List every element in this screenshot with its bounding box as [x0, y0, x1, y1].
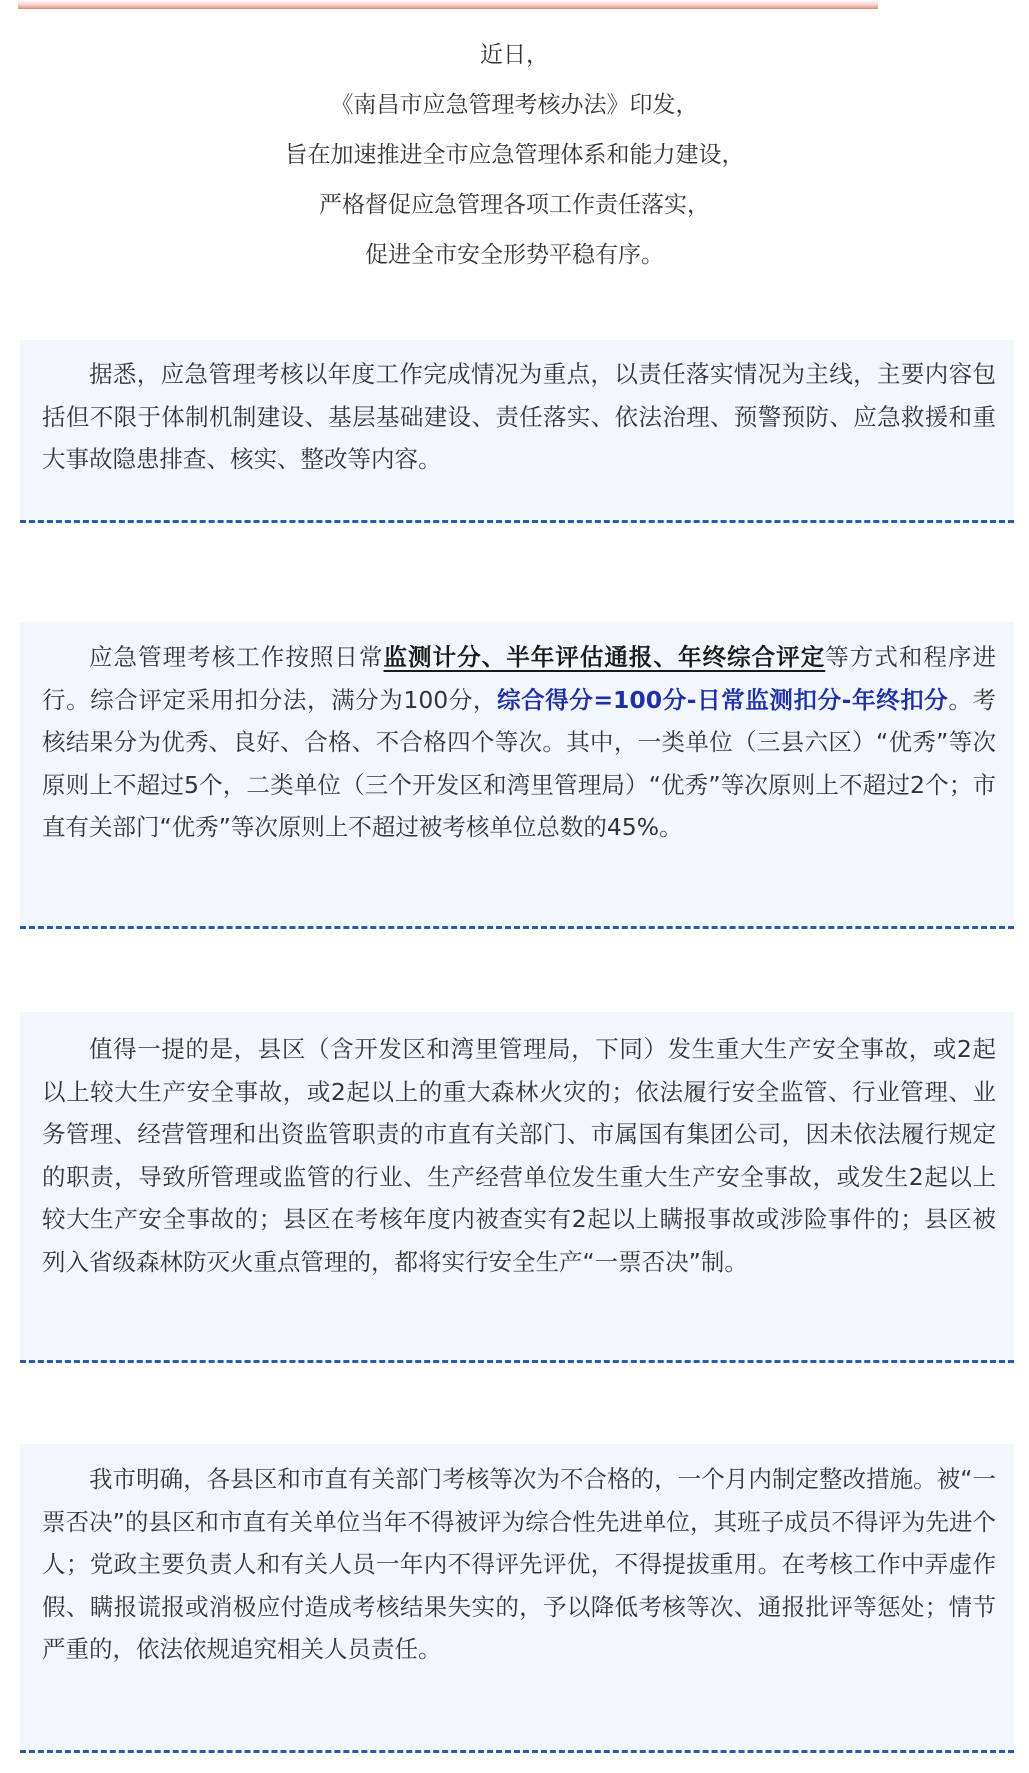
paragraph-penalty: 我市明确，各县区和市直有关部门考核等次为不合格的，一个月内制定整改措施。被“一票否决”的县区和市直有关单位当年不得被评为综合性先进单位，其班子成员不得评为先进个人；党政主要负责人和有关人员一年内不得评先评优，不得提拔重用。在考核工作中弄虚作假、瞒报谎报或消极应付造成考核结果失实的，予以降低考核等次、通报批评等惩处；情节严重的，依法依规追究相关人员责任。	[42, 1465, 996, 1663]
content-card-penalty	[20, 1444, 1014, 1753]
intro-line: 《南昌市应急管理考核办法》印发，	[330, 92, 699, 118]
intro-line: 近日，	[480, 42, 549, 68]
intro-block	[0, 30, 1029, 280]
scoring-method-highlight: 监测计分、半年评估通报、年终综合评定	[383, 643, 826, 671]
dashed-divider	[20, 926, 1014, 929]
paragraph-veto: 值得一提的是，县区（含开发区和湾里管理局，下同）发生重大生产安全事故，或2起以上较大生产安全事故，或2起以上的重大森林火灾的；依法履行安全监管、行业管理、业务管理、经营管理和出资监管职责的市直有关部门、市属国有集团公司，因未依法履行规定的职责，导致所管理或监管的行业、生产经营单位发生重大生产安全事故，或发生2起以上较大生产安全事故的；县区在考核年度内被查实有2起以上瞒报事故或涉险事件的；县区被列入省级森林防灭火重点管理的，都将实行安全生产“一票否决”制。	[42, 1035, 996, 1276]
paragraph-scoring	[42, 622, 996, 849]
content-card-veto	[20, 1012, 1014, 1363]
content-card-scoring	[20, 622, 1014, 929]
scoring-text-c: 。考核结果分为优秀、良好、合格、不合格四个等次。其中，一类单位（三县六区）“优秀”等次原则上不超过5个，二类单位（三个开发区和湾里管理局）“优秀”等次原则上不超过2个；市直有关部门“优秀”等次原则上不超过被考核单位总数的45%。	[42, 685, 996, 841]
scoring-formula-highlight: 综合得分=100分-日常监测扣分-年终扣分	[497, 685, 949, 714]
dashed-divider	[20, 1360, 1014, 1363]
content-card-scope	[20, 340, 1014, 523]
dashed-divider	[20, 1750, 1014, 1753]
top-decorative-bar	[18, 0, 878, 9]
intro-line: 严格督促应急管理各项工作责任落实，	[319, 192, 710, 218]
intro-line: 旨在加速推进全市应急管理体系和能力建设，	[284, 142, 745, 168]
paragraph-scope: 据悉，应急管理考核以年度工作完成情况为重点，以责任落实情况为主线，主要内容包括但不限于体制机制建设、基层基础建设、责任落实、依法治理、预警预防、应急救援和重大事故隐患排查、核实、整改等内容。	[42, 360, 996, 473]
dashed-divider	[20, 520, 1014, 523]
intro-line: 促进全市安全形势平稳有序。	[365, 242, 664, 268]
scoring-text-a: 应急管理考核工作按照日常	[89, 643, 384, 671]
scoring-text-b: 等方式和程序进行。综合评定采用扣分法，满分为100分，	[42, 643, 997, 714]
